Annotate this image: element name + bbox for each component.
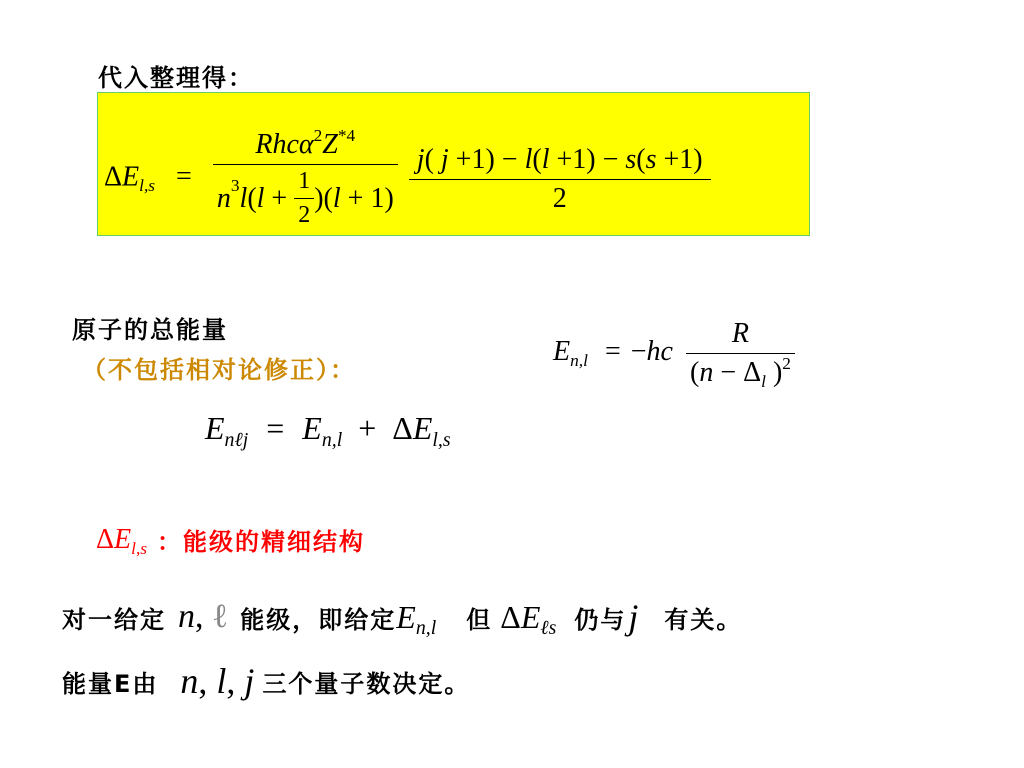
delta-e-ls-symbol: $\Delta E_{\ell s}$	[500, 598, 557, 640]
explanation-line-1	[62, 596, 742, 638]
j-symbol: j	[628, 597, 639, 637]
line2-text-1: 能量E由	[62, 669, 159, 698]
explanation-line-2	[62, 660, 470, 702]
total-energy-title: 原子的总能量	[72, 316, 228, 344]
line1-text-3: 但	[466, 605, 493, 634]
line1-text-4: 仍与	[574, 605, 627, 634]
quantum-numbers-symbol: n, l, j	[180, 661, 255, 701]
total-energy-formula: $E_{n\ell j} = E_{n,l} + \Delta E_{l,s}$	[205, 410, 451, 451]
angular-fraction: $\frac{j( j +1) - l(l +1) - s(s +1)}{2}$	[413, 144, 707, 215]
line2-text-2: 三个量子数决定。	[262, 669, 471, 698]
heading: 代入整理得：	[98, 64, 254, 92]
line1-text-1: 对一给定	[62, 605, 166, 634]
fine-structure-colon: ：	[157, 528, 184, 556]
energy-level-formula: $E_{n,l} = -hc$ $\frac{R}{(n - \Delta_l )^2}$	[553, 318, 795, 389]
delta-e-formula: $\Delta E_{l,s}$ = $Rhc\alpha^2Z^{*4}$ n 3 l ( l + $\frac{1}{2}$ )( l + 1) $\frac{j( j +1) - l(l +1) - s(s +1)}{2}$	[104, 129, 707, 229]
fine-structure-label: 能级的精细结构	[183, 528, 366, 556]
total-energy-note: （不包括相对论修正）：	[82, 356, 356, 384]
line1-text-2: 能级，即给定	[240, 605, 397, 634]
fine-structure-formula-box	[97, 92, 810, 236]
n-ell-symbol: n, ℓ	[178, 598, 229, 635]
delta-e-symbol: $\Delta E_{l,s}$	[96, 523, 148, 558]
fine-structure-line	[96, 522, 365, 557]
e-nl-symbol: $E_{n,l}$	[396, 598, 437, 640]
prefactor-fraction: $Rhc\alpha^2Z^{*4}$ n 3 l ( l + $\frac{1}{2}$ )( l + 1)	[213, 129, 398, 229]
line1-text-5: 有关。	[664, 605, 743, 634]
